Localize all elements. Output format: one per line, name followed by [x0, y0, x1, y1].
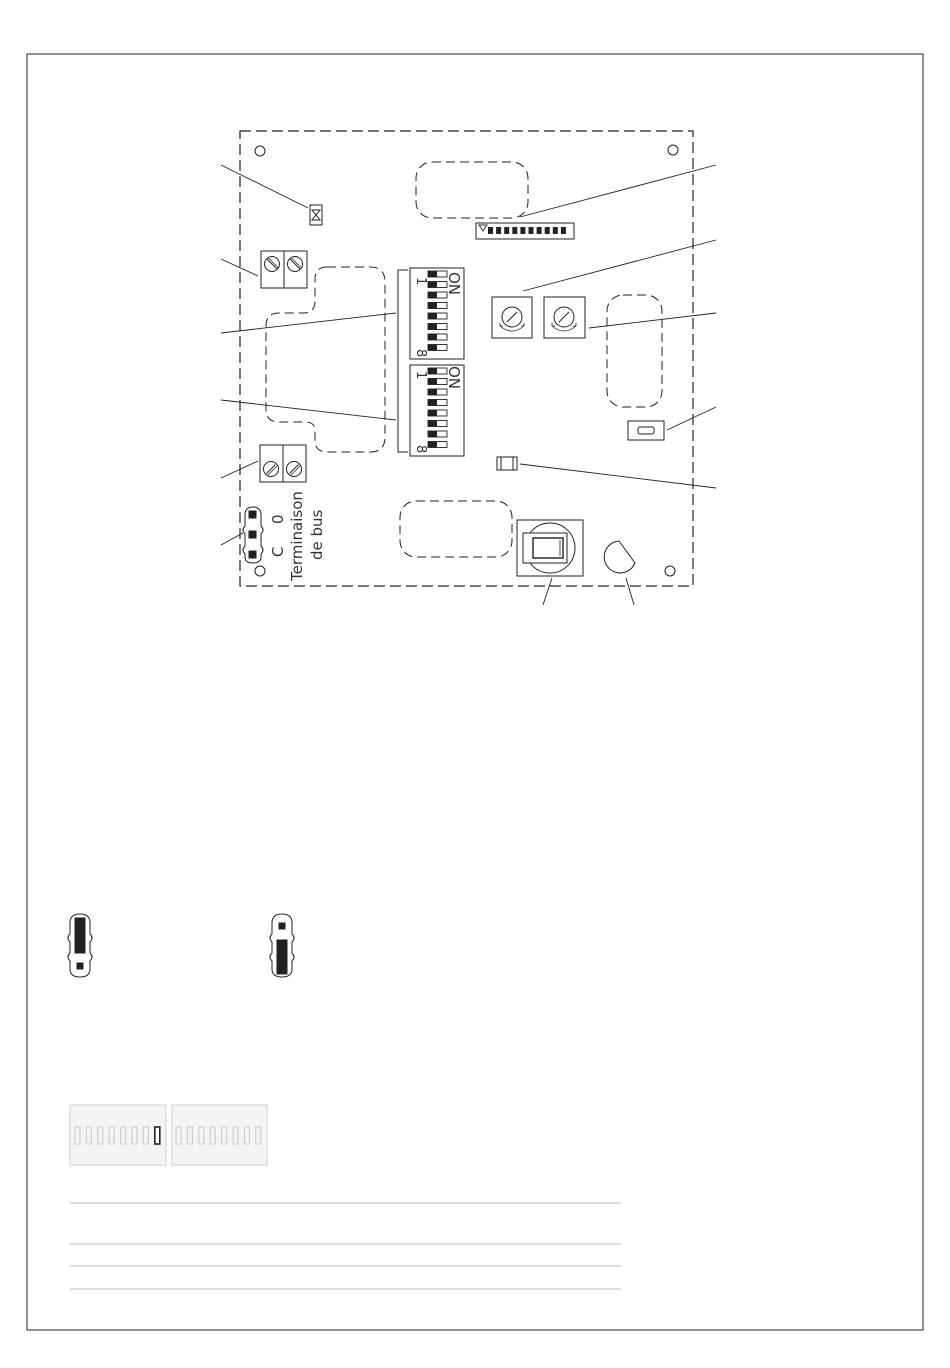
terminal-block-top — [261, 251, 307, 288]
dip-bottom-on-label: ON — [445, 366, 463, 390]
dip-switch-lever — [428, 303, 437, 309]
termination-label-line2: de bus — [308, 509, 326, 560]
connector-pin — [553, 227, 558, 234]
leader-power-switch — [543, 578, 552, 605]
dip-example-switch-off — [187, 1127, 192, 1144]
dip-switch-lever — [428, 368, 437, 374]
leader-terminal-bottom — [221, 461, 258, 478]
dip-example-switch-off — [86, 1127, 91, 1144]
mounting-hole — [665, 566, 675, 576]
dip-switch-lever — [428, 334, 437, 340]
dip-example-bank-2 — [172, 1105, 267, 1165]
mounting-hole — [668, 145, 678, 155]
dip-example-switch-off — [244, 1127, 249, 1144]
connector-pin — [520, 227, 525, 234]
dip-example-switch-off — [121, 1127, 126, 1144]
mounting-hole — [255, 146, 265, 156]
pin-header-connector — [476, 223, 574, 239]
led-component — [497, 457, 517, 470]
leader-led — [520, 464, 716, 488]
dip-example-switch-off — [132, 1127, 137, 1144]
connector-pin — [545, 227, 550, 234]
dip-bracket — [398, 270, 408, 452]
dip-switch-lever — [428, 324, 437, 330]
jumper-example-right — [270, 914, 294, 977]
dip-switch-bottom — [410, 365, 464, 456]
dip-switch-lever — [428, 421, 437, 427]
dip-example-switch-off — [199, 1127, 204, 1144]
dip-switch-lever — [428, 400, 437, 406]
dip-switch-lever — [428, 345, 437, 351]
dip-switch-lever — [428, 282, 437, 288]
mounting-hole — [255, 566, 265, 576]
dip-switch-lever — [428, 292, 437, 298]
leader-connector — [520, 165, 716, 217]
dip-example-switch-off — [98, 1127, 103, 1144]
dip-example-switch-off — [75, 1127, 80, 1144]
ruled-lines — [70, 1203, 621, 1289]
connector-pin — [537, 227, 542, 234]
dip-example-switch-off — [256, 1127, 261, 1144]
buzzer — [604, 541, 635, 573]
dip-switch-lever — [428, 410, 437, 416]
terminal-block-bottom — [260, 445, 306, 482]
bottom-cutout — [400, 501, 512, 557]
leader-rotary-right — [589, 313, 716, 328]
termination-label-line1: Terminaison — [288, 491, 306, 581]
dip-bottom-first-index: 1 — [413, 371, 428, 380]
leader-push-button — [667, 407, 716, 430]
dip-switch-lever — [428, 431, 437, 437]
dip-switch-lever — [428, 442, 437, 448]
connector-pin — [529, 227, 534, 234]
jumper-example-left — [68, 914, 92, 977]
dip-switch-lever — [428, 389, 437, 395]
dip-example-bank-1 — [70, 1105, 166, 1165]
dip-example-switch-on — [155, 1127, 160, 1144]
small-component-mark — [312, 210, 320, 220]
leader-buzzer — [626, 578, 634, 605]
jumper-zero-marker: 0 — [269, 514, 287, 524]
leader-small-component — [221, 165, 308, 208]
jumper-c-marker: C — [269, 546, 287, 557]
connector-pin — [504, 227, 509, 234]
rotary-switch-left — [492, 297, 532, 338]
bus-termination-jumper — [243, 507, 263, 563]
dip-switch-top — [410, 268, 464, 359]
leader-rotary-left — [523, 240, 716, 291]
left-cutout — [266, 267, 385, 452]
dip-bottom-last-index: 8 — [413, 445, 428, 454]
connector-pin — [561, 227, 566, 234]
power-switch — [517, 520, 583, 576]
leader-dip-bottom — [221, 400, 396, 420]
dip-switch-lever — [428, 379, 437, 385]
dip-example-switch-off — [222, 1127, 227, 1144]
dip-example — [70, 1105, 267, 1165]
dip-example-switch-off — [143, 1127, 148, 1144]
circuit-board-diagram — [221, 131, 716, 605]
dip-switch-lever — [428, 271, 437, 277]
push-button — [628, 421, 664, 440]
connector-pin — [488, 227, 493, 234]
dip-example-switch-off — [233, 1127, 238, 1144]
dip-switch-lever — [428, 313, 437, 319]
top-cutout — [416, 162, 528, 218]
dip-example-switch-off — [109, 1127, 114, 1144]
leader-dip-top — [221, 313, 396, 333]
rotary-switch-right — [544, 297, 585, 338]
push-button-cap — [638, 427, 654, 434]
connector-pin — [496, 227, 501, 234]
dip-top-on-label: ON — [445, 272, 463, 296]
right-cutout — [607, 295, 662, 407]
connector-pin — [512, 227, 517, 234]
dip-example-switch-off — [176, 1127, 181, 1144]
dip-top-first-index: 1 — [413, 277, 428, 286]
dip-top-last-index: 8 — [413, 349, 428, 358]
dip-example-switch-off — [210, 1127, 215, 1144]
